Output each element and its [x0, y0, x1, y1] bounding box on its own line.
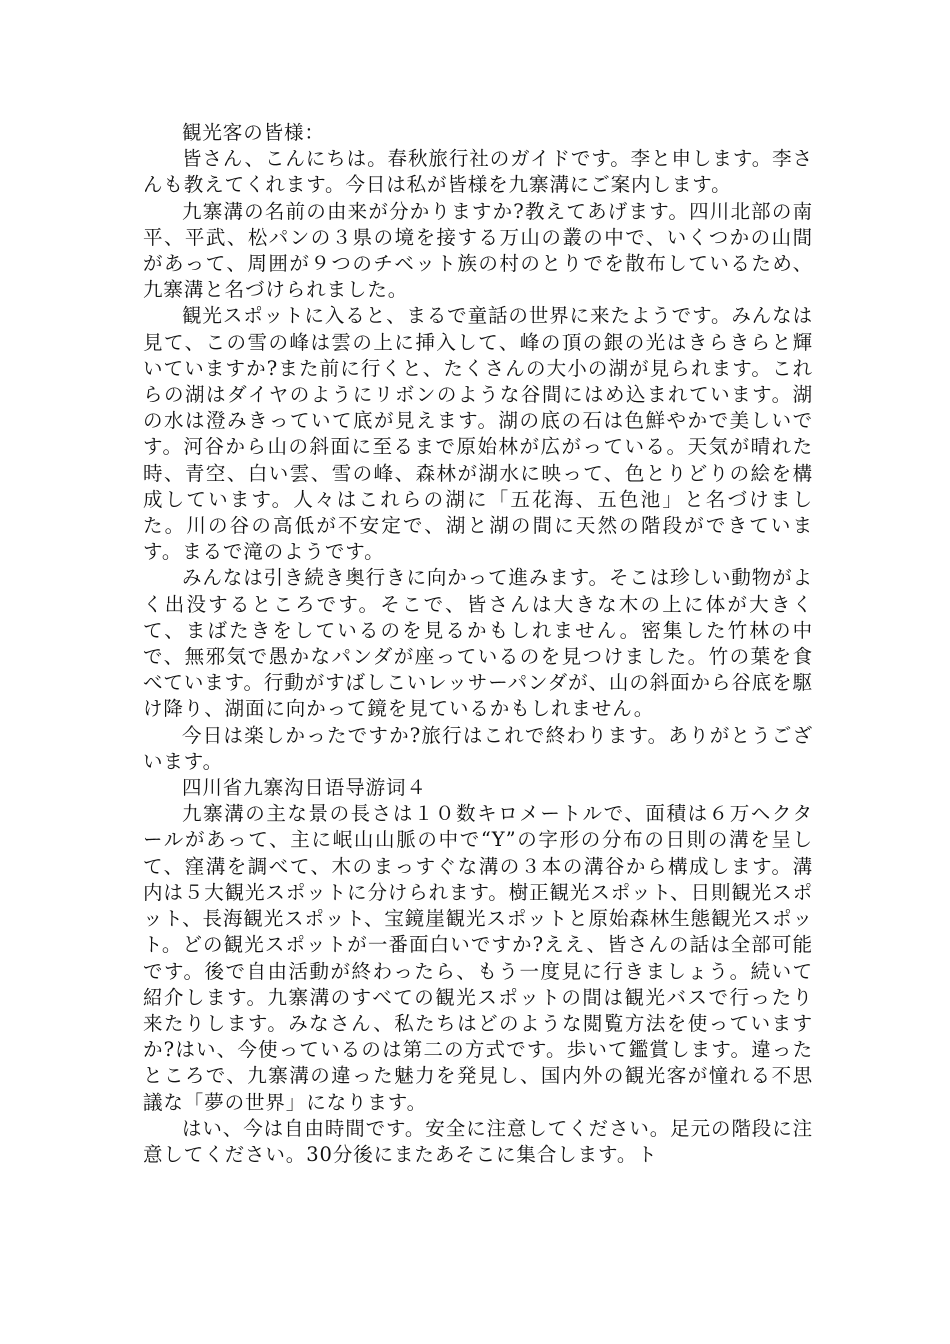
paragraph-overview: 九寨溝の主な景の長さは１０数キロメートルで、面積は６万ヘクタールがあって、主に岷山山脈の中で“Y”の字形の分布の日則の溝を呈して、窪溝を調べて、木のまっすぐな溝の３本の溝谷から構成します。溝内は５大観光スポットに分けられます。樹正観光スポット、日則観光スポット、長海観光スポット、宝鏡崖観光スポットと原始森林生態観光スポット。どの観光スポットが一番面白いですか?ええ、皆さんの話は全部可能です。後で自由活動が終わったら、もう一度見に行きましょう。続いて紹介します。九寨溝のすべての観光スポットの間は観光バスで行ったり来たりします。みなさん、私たちはどのような閲覧方法を使っていますか?はい、今使っているのは第二の方式です。歩いて鑑賞します。違ったところで、九寨溝の違った魅力を発見し、国内外の観光客が憧れる不思議な「夢の世界」になります。 — [143, 802, 813, 1114]
paragraph-greeting: 皆さん、こんにちは。春秋旅行社のガイドです。李と申します。李さんも教えてくれます。今日は私が皆様を九寨溝にご案内します。 — [143, 147, 813, 197]
paragraph-free-time: はい、今は自由時間です。安全に注意してください。足元の階段に注意してください。30分後にまたあそこに集合します。ト — [143, 1116, 813, 1166]
section-heading: 四川省九寨沟日语导游词４ — [182, 776, 427, 800]
paragraph-name-origin: 九寨溝の名前の由来が分かりますか?教えてあげます。四川北部の南平、平武、松パンの３県の境を接する万山の叢の中で、いくつかの山間があって、周囲が９つのチベット族の村のとりでを散布しているため、九寨溝と名づけられました。 — [143, 199, 813, 302]
paragraph-salutation: 観光客の皆様： — [182, 121, 325, 144]
document-body — [143, 120, 813, 1168]
paragraph-scenery: 観光スポットに入ると、まるで童話の世界に来たようです。みんなは見て、この雪の峰は雲の上に挿入して、峰の頂の銀の光はきらきらと輝いていますか?また前に行くと、たくさんの大小の湖が見られます。これらの湖はダイヤのようにリボンのような谷間にはめ込まれています。湖の水は澄みきっていて底が見えます。湖の底の石は色鮮やかで美しいです。河谷から山の斜面に至るまで原始林が広がっている。天気が晴れた時、青空、白い雲、雪の峰、森林が湖水に映って、色とりどりの絵を構成しています。人々はこれらの湖に「五花海、五色池」と名づけました。川の谷の高低が不安定で、湖と湖の間に天然の階段ができています。まるで滝のようです。 — [143, 304, 813, 564]
paragraph-animals: みんなは引き続き奥行きに向かって進みます。そこは珍しい動物がよく出没するところです。そこで、皆さんは大きな木の上に体が大きくて、まばたきをしているのを見るかもしれません。密集した竹林の中で、無邪気で愚かなパンダが座っているのを見つけました。竹の葉を食べています。行動がすばしこいレッサーパンダが、山の斜面から谷底を駆け降り、湖面に向かって鏡を見ているかもしれません。 — [143, 566, 813, 721]
paragraph-closing: 今日は楽しかったですか?旅行はこれで終わります。ありがとうございます。 — [143, 723, 813, 773]
